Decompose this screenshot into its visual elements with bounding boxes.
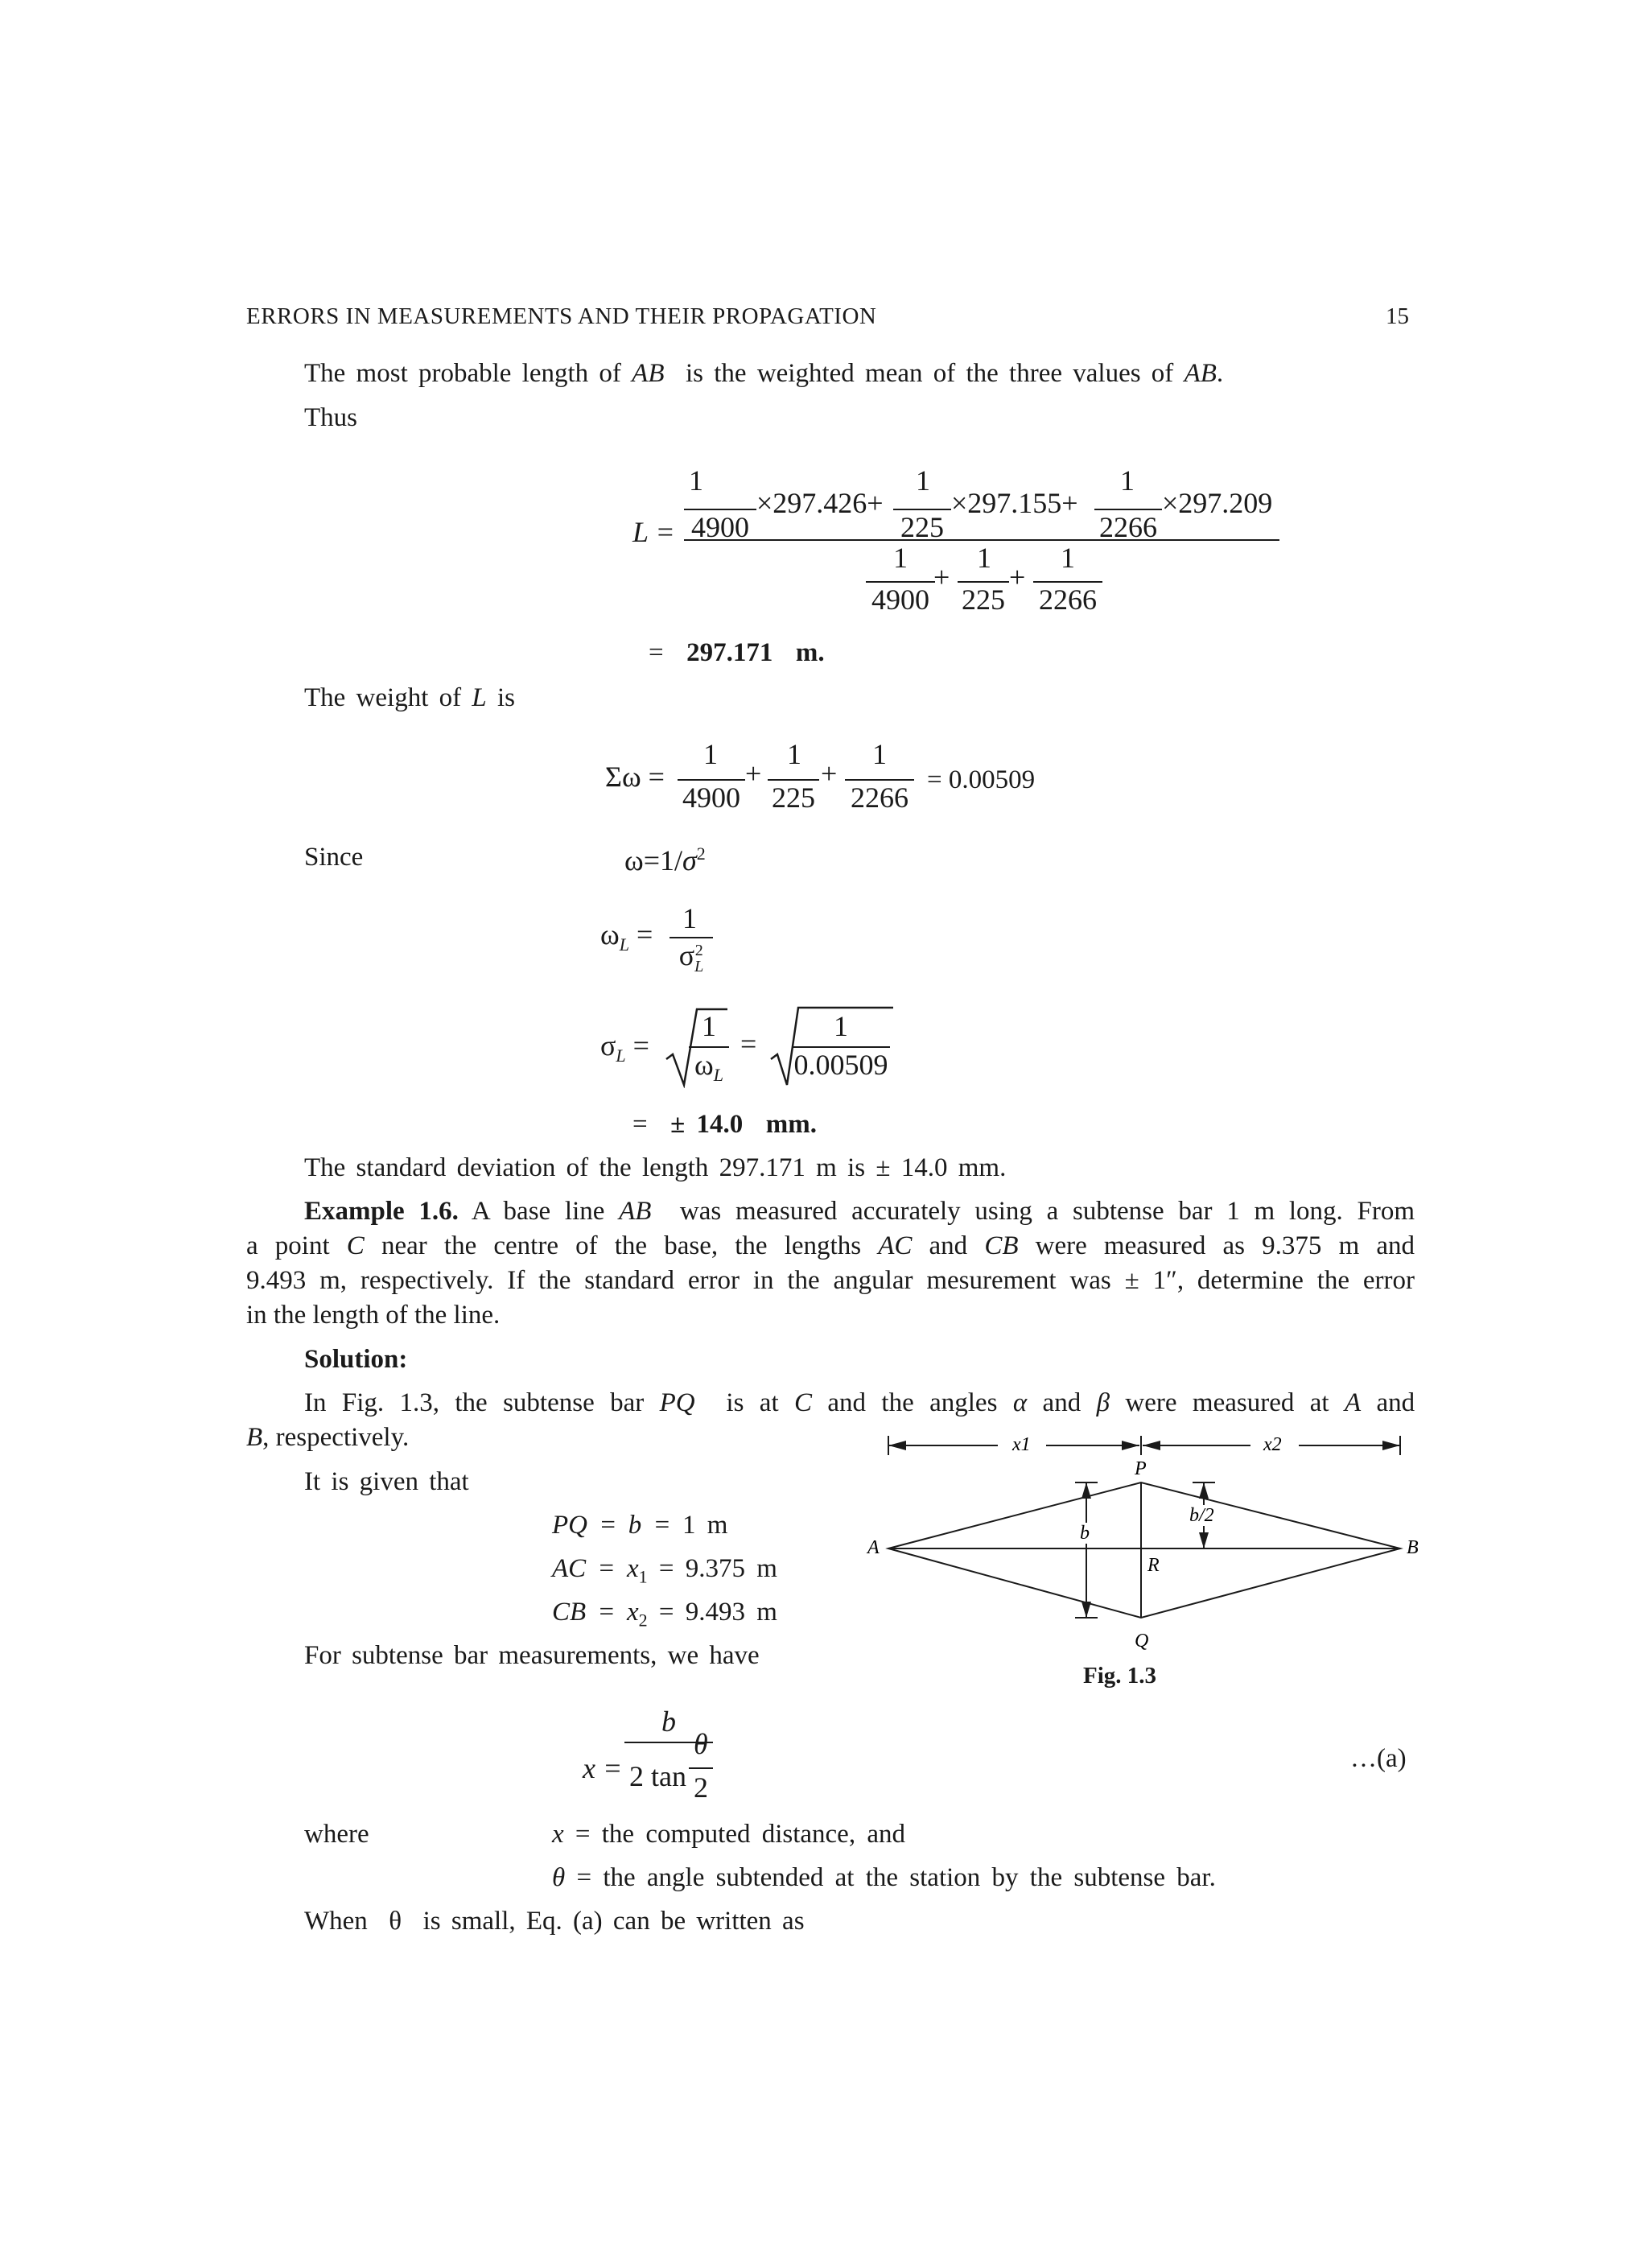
where-line-1: x = the computed distance, and bbox=[552, 1820, 905, 1849]
eq-omegaL-num: 1 bbox=[682, 902, 697, 934]
arrowhead-x2-right bbox=[1382, 1441, 1400, 1450]
eq-L-plus1: + bbox=[933, 561, 950, 593]
eq-x-theta: θ bbox=[694, 1728, 708, 1760]
figure-caption: Fig. 1.3 bbox=[1083, 1663, 1157, 1689]
page-number: 15 bbox=[1386, 303, 1409, 329]
eq-omegaL-den: σ 2 L bbox=[670, 937, 713, 975]
eq-L-val3: ×297.209 bbox=[1162, 487, 1273, 519]
eq-sigmaL-den2: 0.00509 bbox=[792, 1046, 890, 1082]
eq-L-dden3: 2266 bbox=[1033, 581, 1102, 616]
arrowhead-x2-left bbox=[1143, 1441, 1160, 1450]
eq-L-dnum2: 1 bbox=[977, 542, 991, 574]
eq-sigmaL-result: = ± 14.0 mm. bbox=[632, 1110, 817, 1139]
eq-L-dden1: 4900 bbox=[866, 581, 935, 616]
eq-sigmaL-eq2: = bbox=[740, 1028, 757, 1060]
label-A: A bbox=[867, 1537, 880, 1558]
eq-sum-d2: 225 bbox=[768, 779, 819, 814]
para-thus: Thus bbox=[304, 403, 357, 432]
running-header: ERRORS IN MEASUREMENTS AND THEIR PROPAGATION bbox=[246, 303, 877, 329]
para-std-deviation: The standard deviation of the length 297.171 m is ± 14.0 mm. bbox=[304, 1153, 1007, 1182]
eq-sum-p2: + bbox=[821, 757, 838, 790]
since-label: Since bbox=[304, 843, 364, 872]
given-eq-pq: PQ = b = 1 m bbox=[552, 1511, 728, 1540]
where-line-2: θ = the angle subtended at the station by the subtense bar. bbox=[552, 1863, 1216, 1892]
rhombus-APBQ bbox=[888, 1482, 1400, 1618]
arrowhead-x1-left bbox=[888, 1441, 906, 1450]
solution-heading: Solution: bbox=[304, 1345, 408, 1374]
eq-sum-n1: 1 bbox=[703, 738, 718, 770]
eq-L-lhs: L = bbox=[632, 516, 675, 548]
eq-L-val1: ×297.426+ bbox=[756, 487, 884, 519]
eq-L-dnum1: 1 bbox=[893, 542, 908, 574]
eq-L-result: = 297.171 m. bbox=[649, 638, 825, 667]
eq-L-num3: 1 bbox=[1120, 464, 1135, 497]
eq-omega-def: $\omega=1/\sigma^2$ bbox=[624, 843, 706, 876]
eq-sigmaL-lhs: $\sigma_L$ = bbox=[600, 1029, 649, 1066]
eq-sigmaL-num1: 1 bbox=[702, 1010, 716, 1042]
eq-sum-lhs: Σω = bbox=[605, 761, 665, 793]
arrowhead-b-bottom bbox=[1082, 1602, 1091, 1618]
example-line-1: Example 1.6. A base line AB was measured accurately using a subtense bar 1 m long. From bbox=[304, 1197, 1415, 1226]
given-eq-cb: CB = $x_2 = 9.493$ m bbox=[552, 1598, 777, 1631]
eq-x-two: 2 bbox=[694, 1771, 708, 1804]
eq-x-inner-bar bbox=[689, 1767, 713, 1769]
para-weighted-mean: The most probable length of AB is the weighted mean of the three values of AB. bbox=[304, 359, 1224, 388]
eq-sigmaL-num2: 1 bbox=[834, 1010, 848, 1042]
label-b2: b/2 bbox=[1189, 1505, 1214, 1526]
label-B: B bbox=[1407, 1537, 1419, 1558]
where-label: where bbox=[304, 1820, 369, 1849]
eq-x-lhs: x = bbox=[583, 1752, 623, 1784]
label-Q: Q bbox=[1135, 1631, 1149, 1652]
label-P: P bbox=[1135, 1458, 1147, 1479]
figure-1-3 bbox=[853, 1425, 1432, 1666]
solution-line-2: B, respectively. bbox=[246, 1423, 410, 1452]
para-weight-of-L: The weight of L is bbox=[304, 683, 515, 712]
eq-sum-n2: 1 bbox=[787, 738, 801, 770]
subtense-text: For subtense bar measurements, we have bbox=[304, 1641, 760, 1670]
eq-x-tag: …(a) bbox=[1350, 1744, 1407, 1773]
given-text: It is given that bbox=[304, 1467, 469, 1496]
example-line-3: 9.493 m, respectively. If the standard error in the angular mesurement was ± 1″, determine the error bbox=[246, 1266, 1415, 1295]
solution-line-1: In Fig. 1.3, the subtense bar PQ is at C and the angles α and β were measured at A and bbox=[304, 1388, 1415, 1417]
arrowhead-b-top bbox=[1082, 1482, 1091, 1499]
label-b: b bbox=[1080, 1523, 1090, 1544]
given-eq-ac: AC = $x_1 = 9.375$ m bbox=[552, 1554, 777, 1587]
eq-L-den1: 4900 bbox=[684, 509, 756, 544]
eq-L-den3: 2266 bbox=[1094, 509, 1162, 544]
example-line-2: a point C near the centre of the base, the lengths AC and CB were measured as 9.375 m and bbox=[246, 1231, 1415, 1260]
eq-L-num1: 1 bbox=[689, 464, 703, 497]
arrowhead-b2-bottom bbox=[1199, 1532, 1209, 1548]
para-when-theta-small: When θ is small, Eq. (a) can be written as bbox=[304, 1907, 805, 1936]
eq-x-den-tan: 2 tan bbox=[629, 1760, 686, 1792]
eq-L-num2: 1 bbox=[916, 464, 930, 497]
eq-L-dden2: 225 bbox=[958, 581, 1009, 616]
eq-sum-n3: 1 bbox=[872, 738, 887, 770]
eq-L-den2: 225 bbox=[893, 509, 951, 544]
label-x1: x1 bbox=[1012, 1434, 1031, 1455]
eq-omegaL-lhs: $\omega_L$ = bbox=[600, 918, 653, 955]
arrowhead-x1-right bbox=[1122, 1441, 1139, 1450]
eq-sigmaL-den1: $\omega_L$ bbox=[689, 1046, 729, 1086]
example-line-4: in the length of the line. bbox=[246, 1301, 501, 1330]
eq-sum-p1: + bbox=[745, 757, 762, 790]
eq-x-num: b bbox=[661, 1705, 676, 1738]
eq-sum-d3: 2266 bbox=[845, 779, 914, 814]
eq-sum-d1: 4900 bbox=[678, 779, 745, 814]
eq-L-plus2: + bbox=[1009, 561, 1026, 593]
arrowhead-b2-top bbox=[1199, 1482, 1209, 1499]
label-x2: x2 bbox=[1263, 1434, 1282, 1455]
eq-sum-rhs: = 0.00509 bbox=[927, 765, 1036, 794]
label-R: R bbox=[1147, 1555, 1160, 1576]
eq-L-dnum3: 1 bbox=[1061, 542, 1075, 574]
eq-L-val2: ×297.155+ bbox=[951, 487, 1078, 519]
